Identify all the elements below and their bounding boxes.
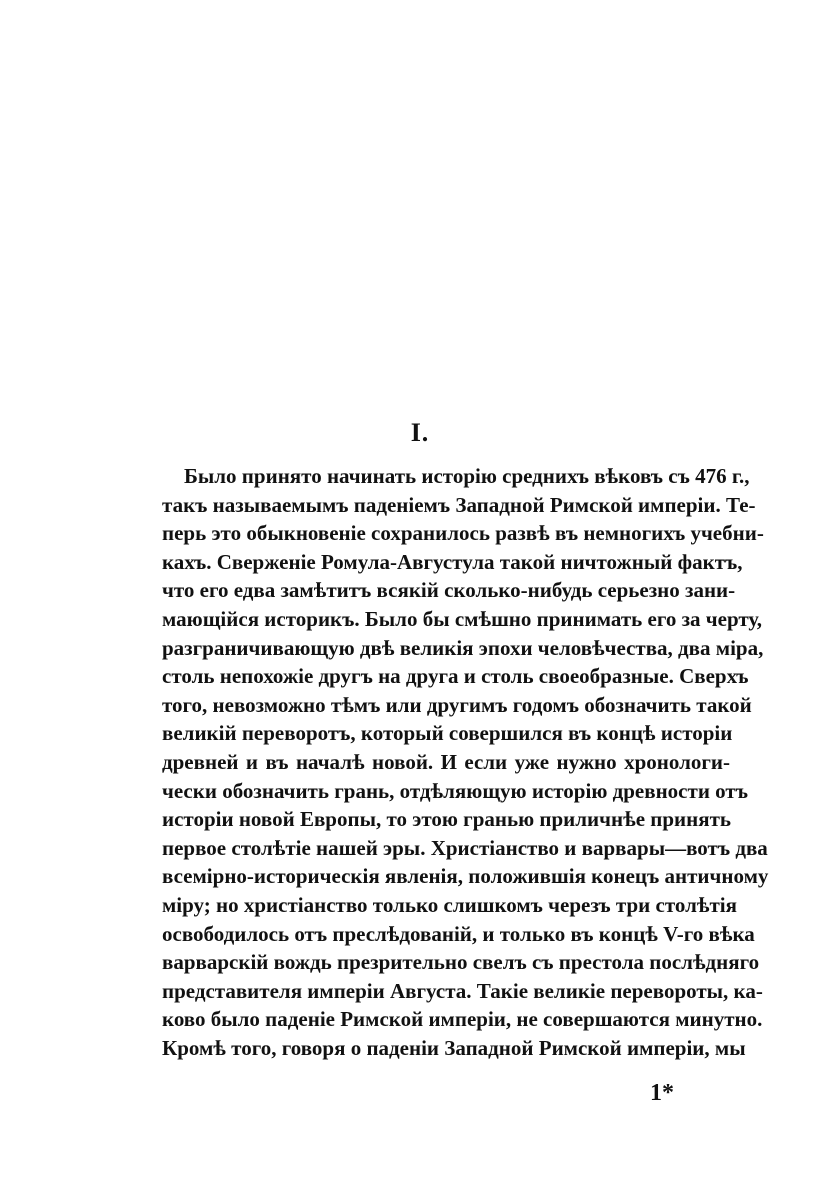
text-line: Было принято начинать исторію среднихъ вѣковъ съ 476 г.,	[184, 464, 750, 488]
text-line: первое столѣтіе нашей эры. Христіанство и варвары—вотъ два	[162, 835, 768, 860]
text-line: міру; но христіанство только слишкомъ черезъ три столѣтія	[162, 892, 737, 917]
text-line: того, невозможно тѣмъ или другимъ годомъ обозначить такой	[162, 692, 752, 717]
text-line: ково было паденіе Римской имперіи, не совершаются минутно.	[162, 1007, 763, 1032]
text-line: варварскій вождь презрительно свелъ съ престола послѣдняго	[162, 950, 760, 975]
chapter-heading: I.	[410, 418, 430, 447]
text-line: представителя имперіи Августа. Такіе великіе перевороты, ка-	[162, 978, 763, 1003]
text-line: Кромѣ того, говоря о паденіи Западной Римской имперіи, мы	[162, 1035, 746, 1060]
text-line: исторіи новой Европы, то этою гранью приличнѣе принять	[162, 807, 732, 832]
text-line: освободилось отъ преслѣдованій, и только въ концѣ V-го вѣка	[162, 921, 755, 946]
text-line: разграничивающую двѣ великія эпохи человѣчества, два міра,	[162, 635, 764, 660]
text-line: мающійся историкъ. Было бы смѣшно принимать его за черту,	[162, 606, 763, 631]
text-line: перь это обыкновеніе сохранилось развѣ въ немногихъ учебни-	[162, 521, 764, 546]
text-line: древней и въ началѣ новой. И если уже нужно хронологи-	[162, 749, 730, 774]
text-line: кахъ. Сверженіе Ромула-Августула такой ничтожный фактъ,	[162, 549, 743, 574]
signature-mark: 1*	[650, 1080, 674, 1106]
paragraph	[162, 462, 769, 1062]
text-line: что его едва замѣтитъ всякій сколько-нибудь серьезно зани-	[162, 578, 736, 603]
text-line: столь непохожіе другъ на друга и столь своеобразные. Сверхъ	[162, 664, 749, 689]
text-line: всемірно-историческія явленія, положившія конецъ античному	[162, 864, 769, 889]
text-line: чески обозначить грань, отдѣляющую исторію древности отъ	[162, 778, 748, 803]
text-line: такъ называемымъ паденіемъ Западной Римской имперіи. Те-	[162, 492, 756, 517]
text-line: великій переворотъ, который совершился въ концѣ исторіи	[162, 721, 733, 746]
